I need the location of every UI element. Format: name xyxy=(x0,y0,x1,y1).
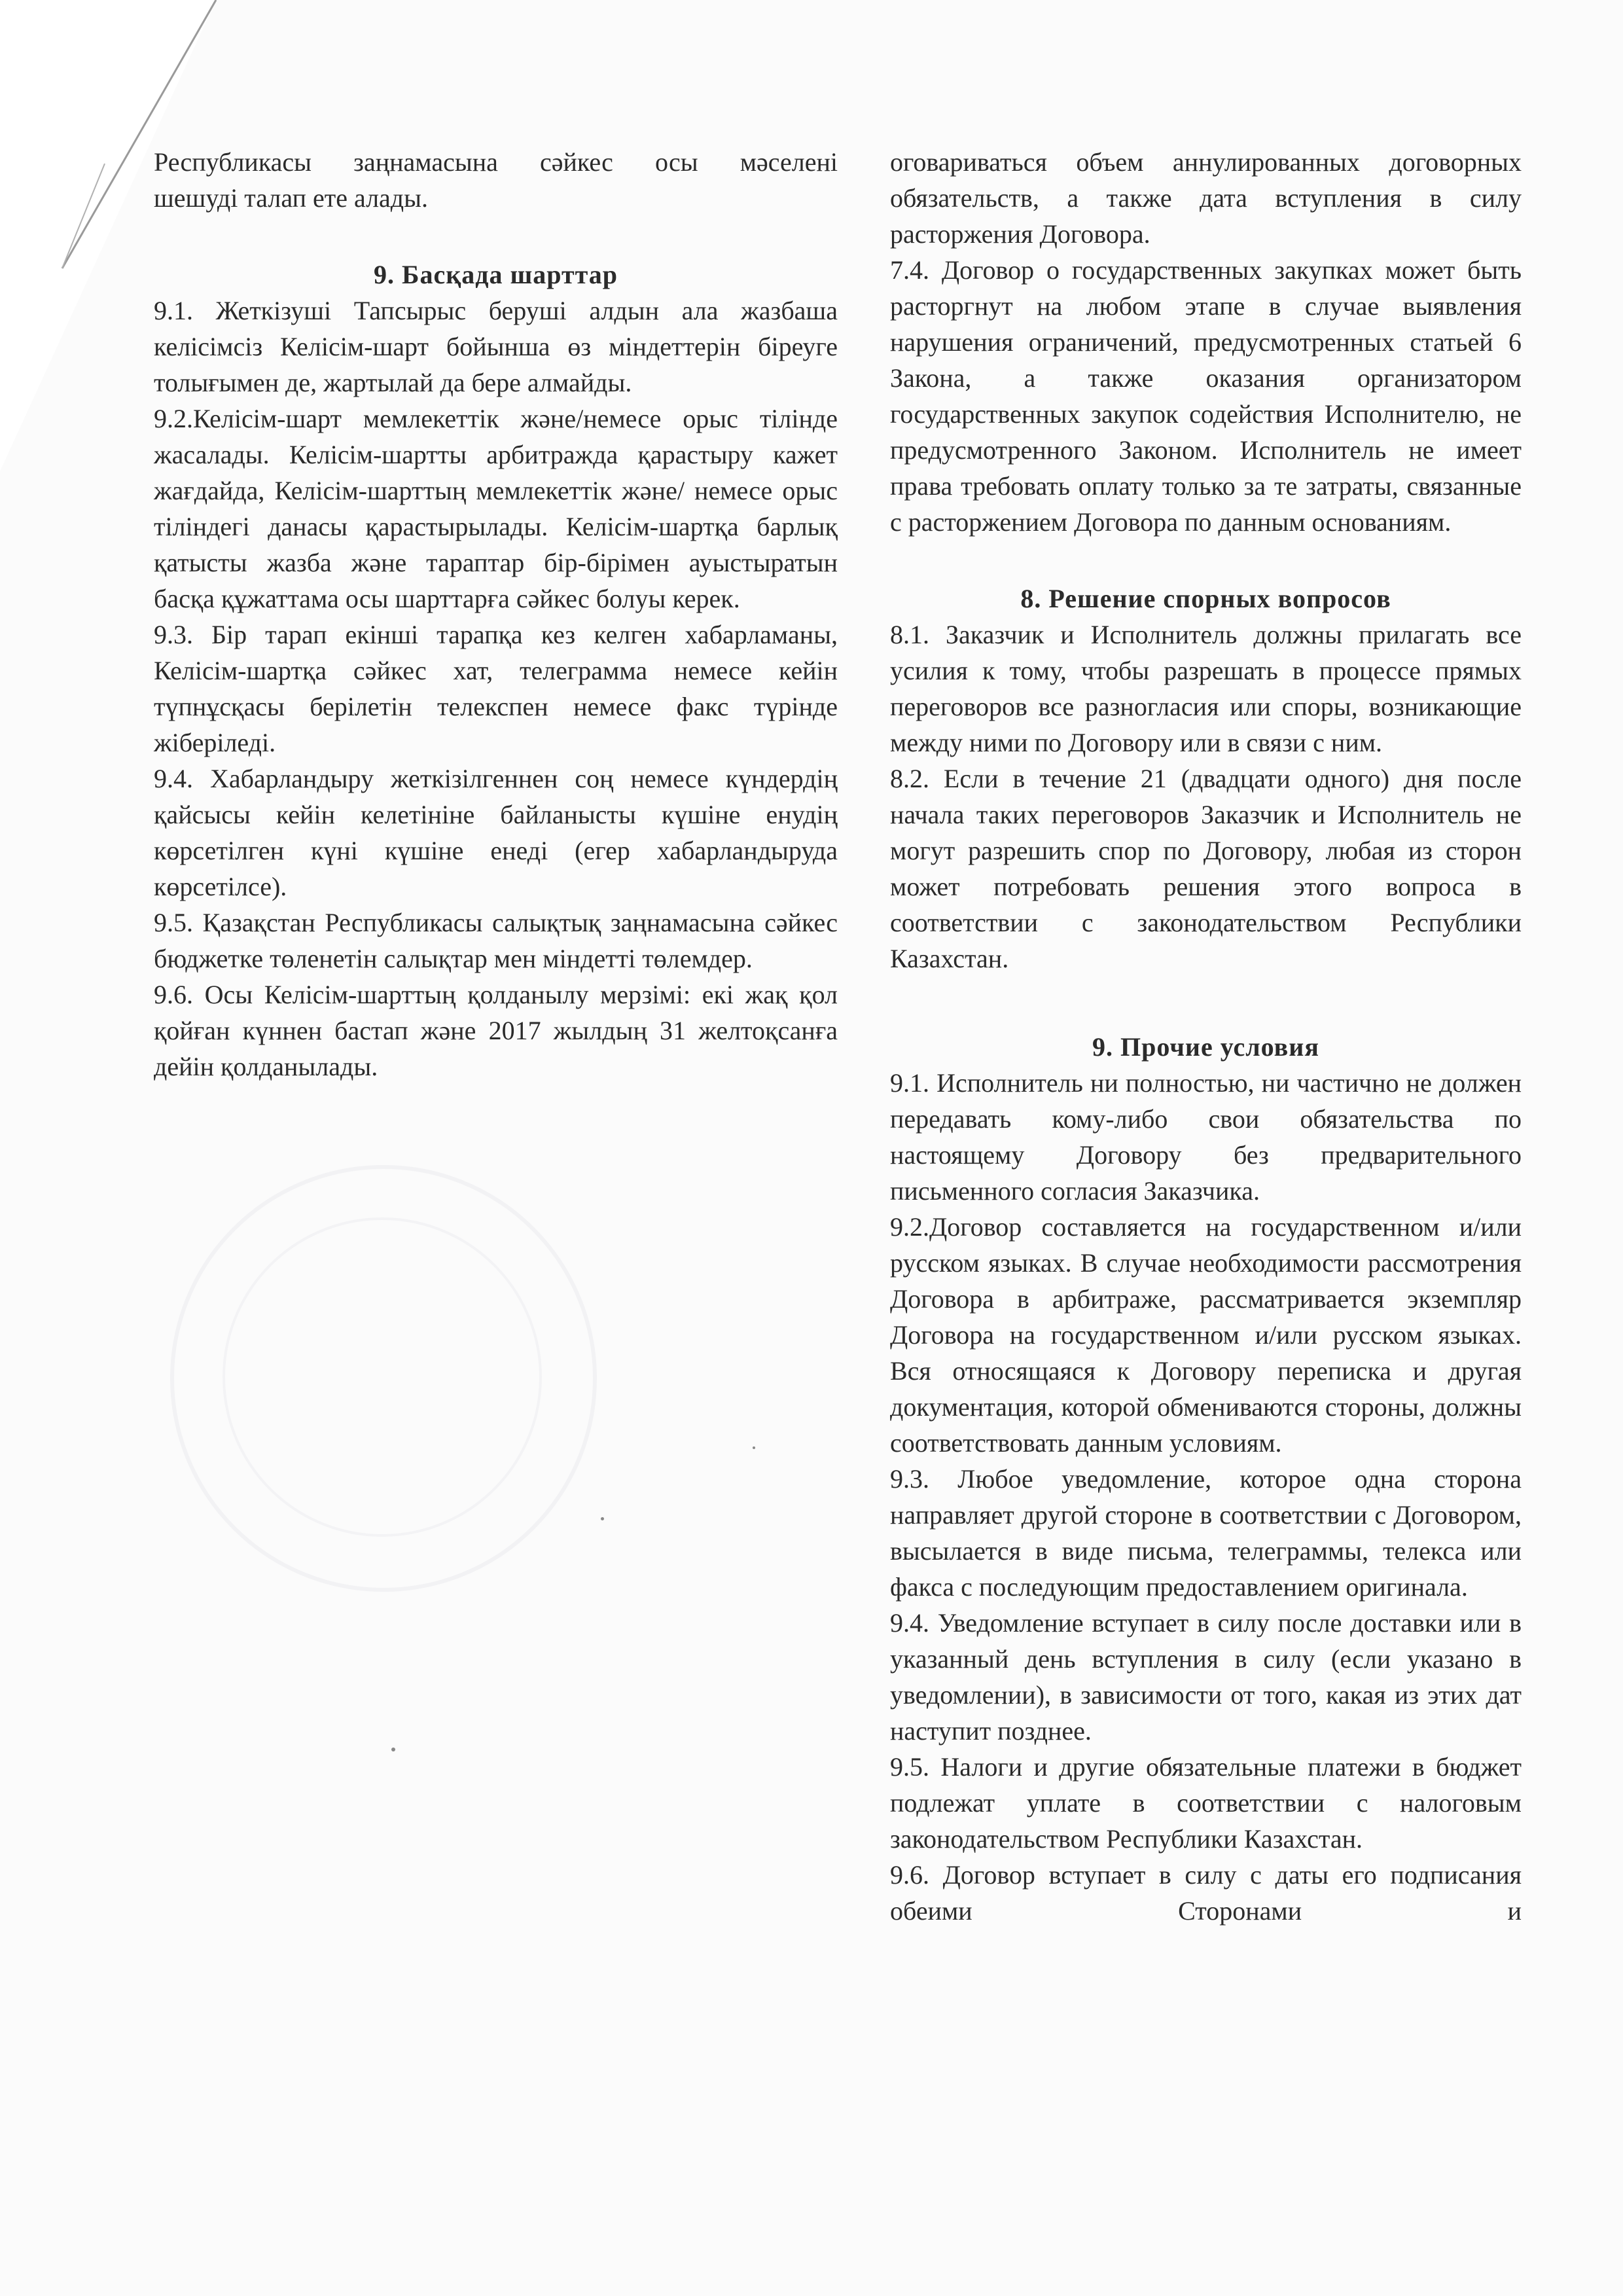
paragraph: 9.1. Жеткізуші Тапсырыс беруші алдын ала жазбаша келісімсіз Келісім-шарт бойынша өз міндеттерін біреуге толығымен де, жартылай да бере алмайды. xyxy=(154,296,838,397)
paragraph: 9.6. Осы Келісім-шарттың қолданылу мерзімі: екі жақ қол қойған күннен бастап және 2017 жылдың 31 желтоқсанға дейін қолданылады. xyxy=(154,980,838,1081)
faint-stamp-inner xyxy=(223,1217,542,1537)
paragraph: 9.5. Налоги и другие обязательные платежи в бюджет подлежат уплате в соответствии с налоговым законодательством Республики Казахстан. xyxy=(890,1752,1522,1854)
left-column xyxy=(154,144,838,1085)
paragraph: 9.4. Хабарландыру жеткізілгеннен соң немесе күндердің қайсысы кейін келетініне байланысты күшіне енудің көрсетілген күні күшіне енеді (егер хабарландыруда көрсетілсе). xyxy=(154,764,838,901)
intro-line: Республикасы заңнамасына сәйкес осы мәселені xyxy=(154,147,838,177)
paragraph: 9.6. Договор вступает в силу с даты его подписания обеими Сторонами и xyxy=(890,1860,1522,1926)
paragraph: оговариваться объем аннулированных договорных обязательств, а также дата вступления в силу расторжения Договора. xyxy=(890,147,1522,249)
paragraph: 8.2. Если в течение 21 (двадцати одного) дня после начала таких переговоров Заказчик и Исполнитель не могут разрешить спор по Договору, любая из сторон может потребовать решения этого вопроса в соответствии с законодательством Республики Казахстан. xyxy=(890,764,1522,973)
paragraph: 7.4. Договор о государственных закупках может быть расторгнут на любом этапе в случае выявления нарушения ограничений, предусмотренных статьей 6 Закона, а также оказания организатором государственных закупок содействия Исполнителю, не предусмотренного Законом. Исполнитель не имеет права требовать оплату только за те затраты, связанные с расторжением Договора по данным основаниям. xyxy=(890,255,1522,537)
paragraph: 9.1. Исполнитель ни полностью, ни частично не должен передавать кому-либо свои обязательства по настоящему Договору без предварительного письменного согласия Заказчика. xyxy=(890,1068,1522,1206)
scan-speck xyxy=(753,1446,755,1449)
section-heading: 9. Прочие условия xyxy=(1092,1032,1319,1062)
paragraph: 8.1. Заказчик и Исполнитель должны прилагать все усилия к тому, чтобы разрешать в процессе прямых переговоров все разногласия или споры, возникающие между ними по Договору или в связи с ним. xyxy=(890,620,1522,757)
section-heading: 8. Решение спорных вопросов xyxy=(1020,584,1391,613)
intro-line: шешуді талап ете алады. xyxy=(154,183,429,213)
paragraph: 9.2.Келісім-шарт мемлекеттік және/немесе орыс тілінде жасалады. Келісім-шартты арбитражда қарастыру кажет жағдайда, Келісім-шарттың мемлекеттік және/ немесе орыс тіліндегі данасы қарастырылады. Келісім-шартқа барлық қатысты жазба және тараптар бір-бірімен ауыстыратын басқа құжаттама осы шарттарға сәйкес болуы керек. xyxy=(154,404,838,613)
paragraph: 9.4. Уведомление вступает в силу после доставки или в указанный день вступления в силу (если указано в уведомлении), в зависимости от того, какая из этих дат наступит позднее. xyxy=(890,1608,1522,1746)
paragraph: 9.3. Любое уведомление, которое одна сторона направляет другой стороне в соответствии с Договором, высылается в виде письма, телеграммы, телекса или факса с последующим предоставлением оригинала. xyxy=(890,1464,1522,1602)
paragraph: 9.3. Бір тарап екінші тарапқа кез келген хабарламаны, Келісім-шартқа сәйкес хат, телеграмма немесе кейін түпнұсқасы берілетін телекспен немесе факс түрінде жіберіледі. xyxy=(154,620,838,757)
paragraph: 9.2.Договор составляется на государственном и/или русском языках. В случае необходимости рассмотрения Договора в арбитраже, рассматривается экземпляр Договора на государственном и/или русском языках. Вся относящаяся к Договору переписка и другая документация, которой обмениваются стороны, должны соответствовать данным условиям. xyxy=(890,1212,1522,1458)
paragraph: 9.5. Қазақстан Республикасы салықтық заңнамасына сәйкес бюджетке төленетін салықтар мен міндетті төлемдер. xyxy=(154,908,838,973)
right-column xyxy=(890,144,1522,1929)
section-heading: 9. Басқада шарттар xyxy=(374,260,618,289)
scan-speck xyxy=(391,1748,395,1751)
scan-speck xyxy=(601,1517,604,1520)
